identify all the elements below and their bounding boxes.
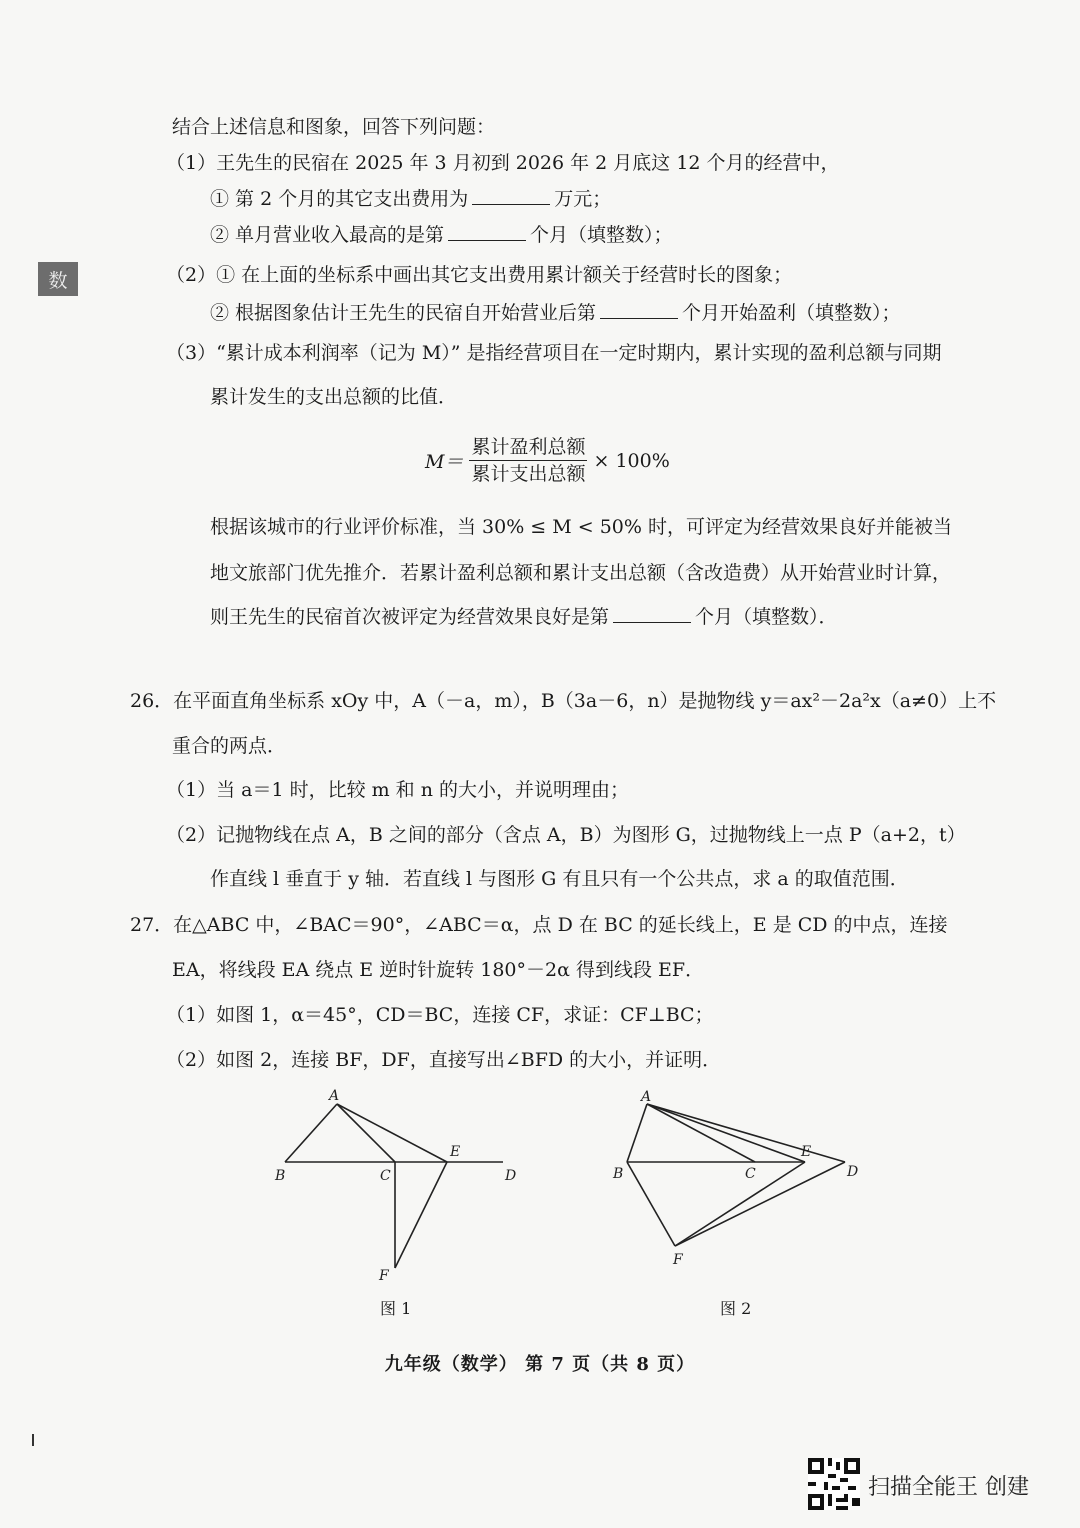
q25-part3-criteria: 根据该城市的行业评价标准，当 30% ≤ M < 50% 时，可评定为经营效果良好并能被当 (210, 516, 952, 538)
figure-1-caption: 图 1 (380, 1299, 412, 1318)
q27-stem: 27．在△ABC 中，∠BAC＝90°，∠ABC＝α，点 D 在 BC 的延长线上，E 是 CD 的中点，连接 (130, 914, 948, 936)
side-tab: 数 (38, 262, 78, 296)
q25-part2-item2: ② 根据图象估计王先生的民宿自开始营业后第 个月开始盈利（填整数）； (210, 302, 901, 324)
margin-mark (32, 1434, 34, 1446)
q26-stem: 26．在平面直角坐标系 xOy 中，A（－a，m），B（3a－6，n）是抛物线 y＝ax²－2a²x（a≠0）上不 (130, 690, 997, 712)
fraction: $\frac{\text{累计盈利总额}}{\text{累计支出总额}}$ (471, 436, 586, 485)
figure-2-label-f: F (673, 1252, 683, 1268)
q25-part1: （1）王先生的民宿在 2025 年 3 月初到 2026 年 2 月底这 12 个月的经营中， (166, 152, 840, 174)
figure-2-label-b: B (613, 1166, 624, 1182)
q27-part2: （2）如图 2，连接 BF，DF，直接写出∠BFD 的大小，并证明． (166, 1049, 722, 1071)
figure-1-label-d: D (505, 1168, 517, 1184)
figure-1-label-e: E (450, 1144, 461, 1160)
figure-2-diagram (605, 1088, 875, 1273)
q25-part3-criteria-cont: 地文旅部门优先推介．若累计盈利总额和累计支出总额（含改造费）从开始营业时计算， (210, 562, 952, 584)
figure-1-diagram (265, 1088, 525, 1288)
figure-1-label-a: A (329, 1088, 340, 1104)
figure-2-label-c: C (745, 1166, 756, 1182)
figure-2-label-a: A (641, 1089, 652, 1105)
q25-part2: （2）① 在上面的坐标系中画出其它支出费用累计额关于经营时长的图象； (166, 264, 793, 286)
q26-stem-cont: 重合的两点． (172, 735, 287, 757)
q27-part1: （1）如图 1，α＝45°，CD＝BC，连接 CF，求证：CF⊥BC； (166, 1004, 714, 1026)
q25-part1-item2: ② 单月营业收入最高的是第 个月（填整数）； (210, 224, 673, 246)
q25-part1-item1: ① 第 2 个月的其它支出费用为 万元； (210, 188, 612, 210)
q26-part1: （1）当 a＝1 时，比较 m 和 n 的大小，并说明理由； (166, 779, 629, 801)
figure-1-label-b: B (275, 1168, 286, 1184)
answer-blank (600, 300, 678, 319)
figure-1-label-c: C (380, 1168, 391, 1184)
page-footer: 九年级（数学） 第 7 页（共 8 页） (384, 1354, 696, 1375)
q25-part3-question: 则王先生的民宿首次被评定为经营效果良好是第 个月（填整数）． (210, 606, 838, 628)
figure-2-label-d: D (847, 1164, 859, 1180)
q25-part3: （3）“累计成本利润率（记为 M）” 是指经营项目在一定时期内，累计实现的盈利总额与同期 (166, 342, 942, 364)
figure-2-caption: 图 2 (720, 1299, 752, 1318)
q25-part3-cont: 累计发生的支出总额的比值． (210, 386, 458, 408)
answer-blank (472, 186, 550, 205)
intro-line: 结合上述信息和图象，回答下列问题： (172, 116, 496, 138)
profit-rate-formula: M＝ $\frac{\text{累计盈利总额}}{\text{累计支出总额}}$ × 100% (425, 436, 670, 485)
figure-1-label-f: F (379, 1268, 389, 1284)
scanner-watermark: 扫描全能王 创建 (868, 1475, 1029, 1500)
q26-part2-cont: 作直线 l 垂直于 y 轴．若直线 l 与图形 G 有且只有一个公共点，求 a 的取值范围． (210, 868, 909, 890)
answer-blank (448, 222, 526, 241)
q27-stem-cont: EA，将线段 EA 绕点 E 逆时针旋转 180°－2α 得到线段 EF． (172, 959, 705, 981)
q26-part2: （2）记抛物线在点 A，B 之间的部分（含点 A，B）为图形 G，过抛物线上一点 P（a+2，t） (166, 824, 966, 846)
answer-blank (613, 604, 691, 623)
qr-code-icon (808, 1458, 860, 1510)
figure-2-label-e: E (801, 1144, 812, 1160)
